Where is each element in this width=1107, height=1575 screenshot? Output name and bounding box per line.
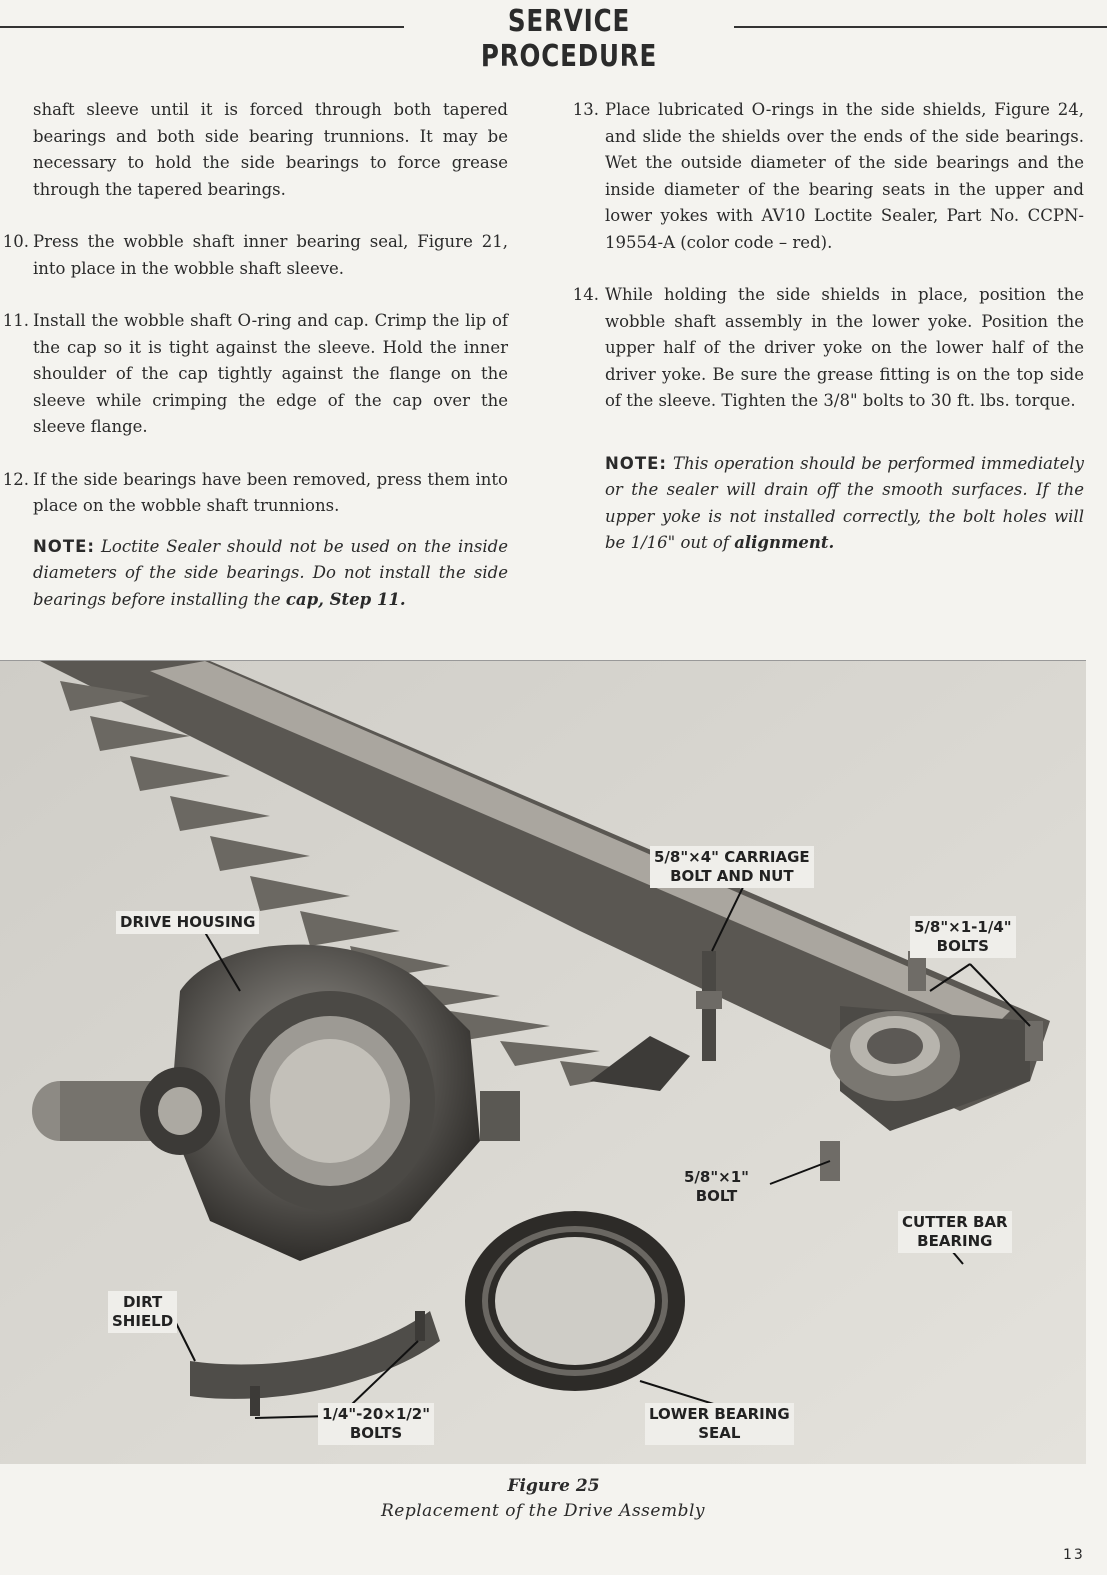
note-label: NOTE: xyxy=(33,536,95,556)
note-right xyxy=(605,451,1084,557)
step-number: 13. xyxy=(572,100,599,119)
callout-1-4-20-bolts: 1/4"-20×1/2" BOLTS xyxy=(318,1403,434,1445)
callout-5-8-1-1-4-bolts: 5/8"×1-1/4" BOLTS xyxy=(910,916,1016,958)
right-column xyxy=(572,97,1084,557)
note-left xyxy=(33,534,508,614)
intro-paragraph: shaft sleeve until it is forced through both tapered bearings and both side bearing trunnions. It may be necessary to hold the side bearings to force grease through the tapered bearings. xyxy=(33,100,508,199)
step-12 xyxy=(2,467,508,520)
note-text: Loctite Sealer should not be used on the inside diameters of the side bearings. Do not install the side bearings before installing the xyxy=(33,536,508,609)
step-10 xyxy=(2,229,508,282)
step-text: Place lubricated O-rings in the side shields, Figure 24, and slide the shields over the ends of the side bearings. Wet the outside diameter of the side bearings and the inside diameter of the bearing seats in the upper and lower yokes with AV10 Loctite Sealer, Part No. CCPN-19554-A (color code – red). xyxy=(605,100,1084,252)
step-number: 10. xyxy=(2,232,29,251)
callout-drive-housing: DRIVE HOUSING xyxy=(116,911,259,934)
left-column xyxy=(2,97,508,613)
note-tail: cap, Step 11. xyxy=(285,589,406,609)
drive-assembly-illustration xyxy=(0,661,1086,1464)
page-number: 13 xyxy=(1063,1547,1085,1563)
step-14 xyxy=(572,282,1084,415)
step-11 xyxy=(2,308,508,441)
figure-caption-title: Figure 25 xyxy=(507,1476,600,1496)
callout-5-8-1-bolt: 5/8"×1" BOLT xyxy=(684,1168,749,1205)
step-13 xyxy=(572,97,1084,256)
step-text: Press the wobble shaft inner bearing seal, Figure 21, into place in the wobble shaft sleeve. xyxy=(33,232,508,278)
callout-carriage-bolt: 5/8"×4" CARRIAGE BOLT AND NUT xyxy=(650,846,814,888)
callout-cutter-bar-bearing: CUTTER BAR BEARING xyxy=(898,1211,1012,1253)
step-text: While holding the side shields in place, position the wobble shaft assembly in the lower yoke. Position the upper half of the driver yoke on the lower half of the driver yoke. Be sure the grease fitting is on the top side of the sleeve. Tighten the 3/8" bolts to 30 ft. lbs. torque. xyxy=(605,285,1084,410)
step-number: 14. xyxy=(572,285,599,304)
step-text: Install the wobble shaft O-ring and cap. Crimp the lip of the cap so it is tight against the sleeve. Hold the inner shoulder of the cap tightly against the flange on the sleeve while crimping the edge of the cap over the sleeve flange. xyxy=(33,311,508,436)
callout-lower-bearing-seal: LOWER BEARING SEAL xyxy=(645,1403,794,1445)
step-number: 12. xyxy=(2,469,29,489)
figure-caption-subtitle: Replacement of the Drive Assembly xyxy=(380,1501,706,1521)
callout-dirt-shield: DIRT SHIELD xyxy=(108,1291,177,1333)
header-rule-left xyxy=(0,26,404,28)
page-title: SERVICE PROCEDURE xyxy=(480,4,658,74)
note-tail: alignment. xyxy=(734,533,835,552)
note-text: This operation should be performed immediately or the sealer will drain off the smooth surfaces. If the upper yoke is not installed correctly, the bolt holes will be 1/16" out of xyxy=(605,453,1084,552)
step-number: 11. xyxy=(2,311,29,330)
step-text: If the side bearings have been removed, press them into place on the wobble shaft trunnions. xyxy=(33,469,508,515)
header-rule-right xyxy=(734,26,1107,28)
figure-photo xyxy=(0,660,1086,1464)
note-label: NOTE: xyxy=(605,453,667,473)
